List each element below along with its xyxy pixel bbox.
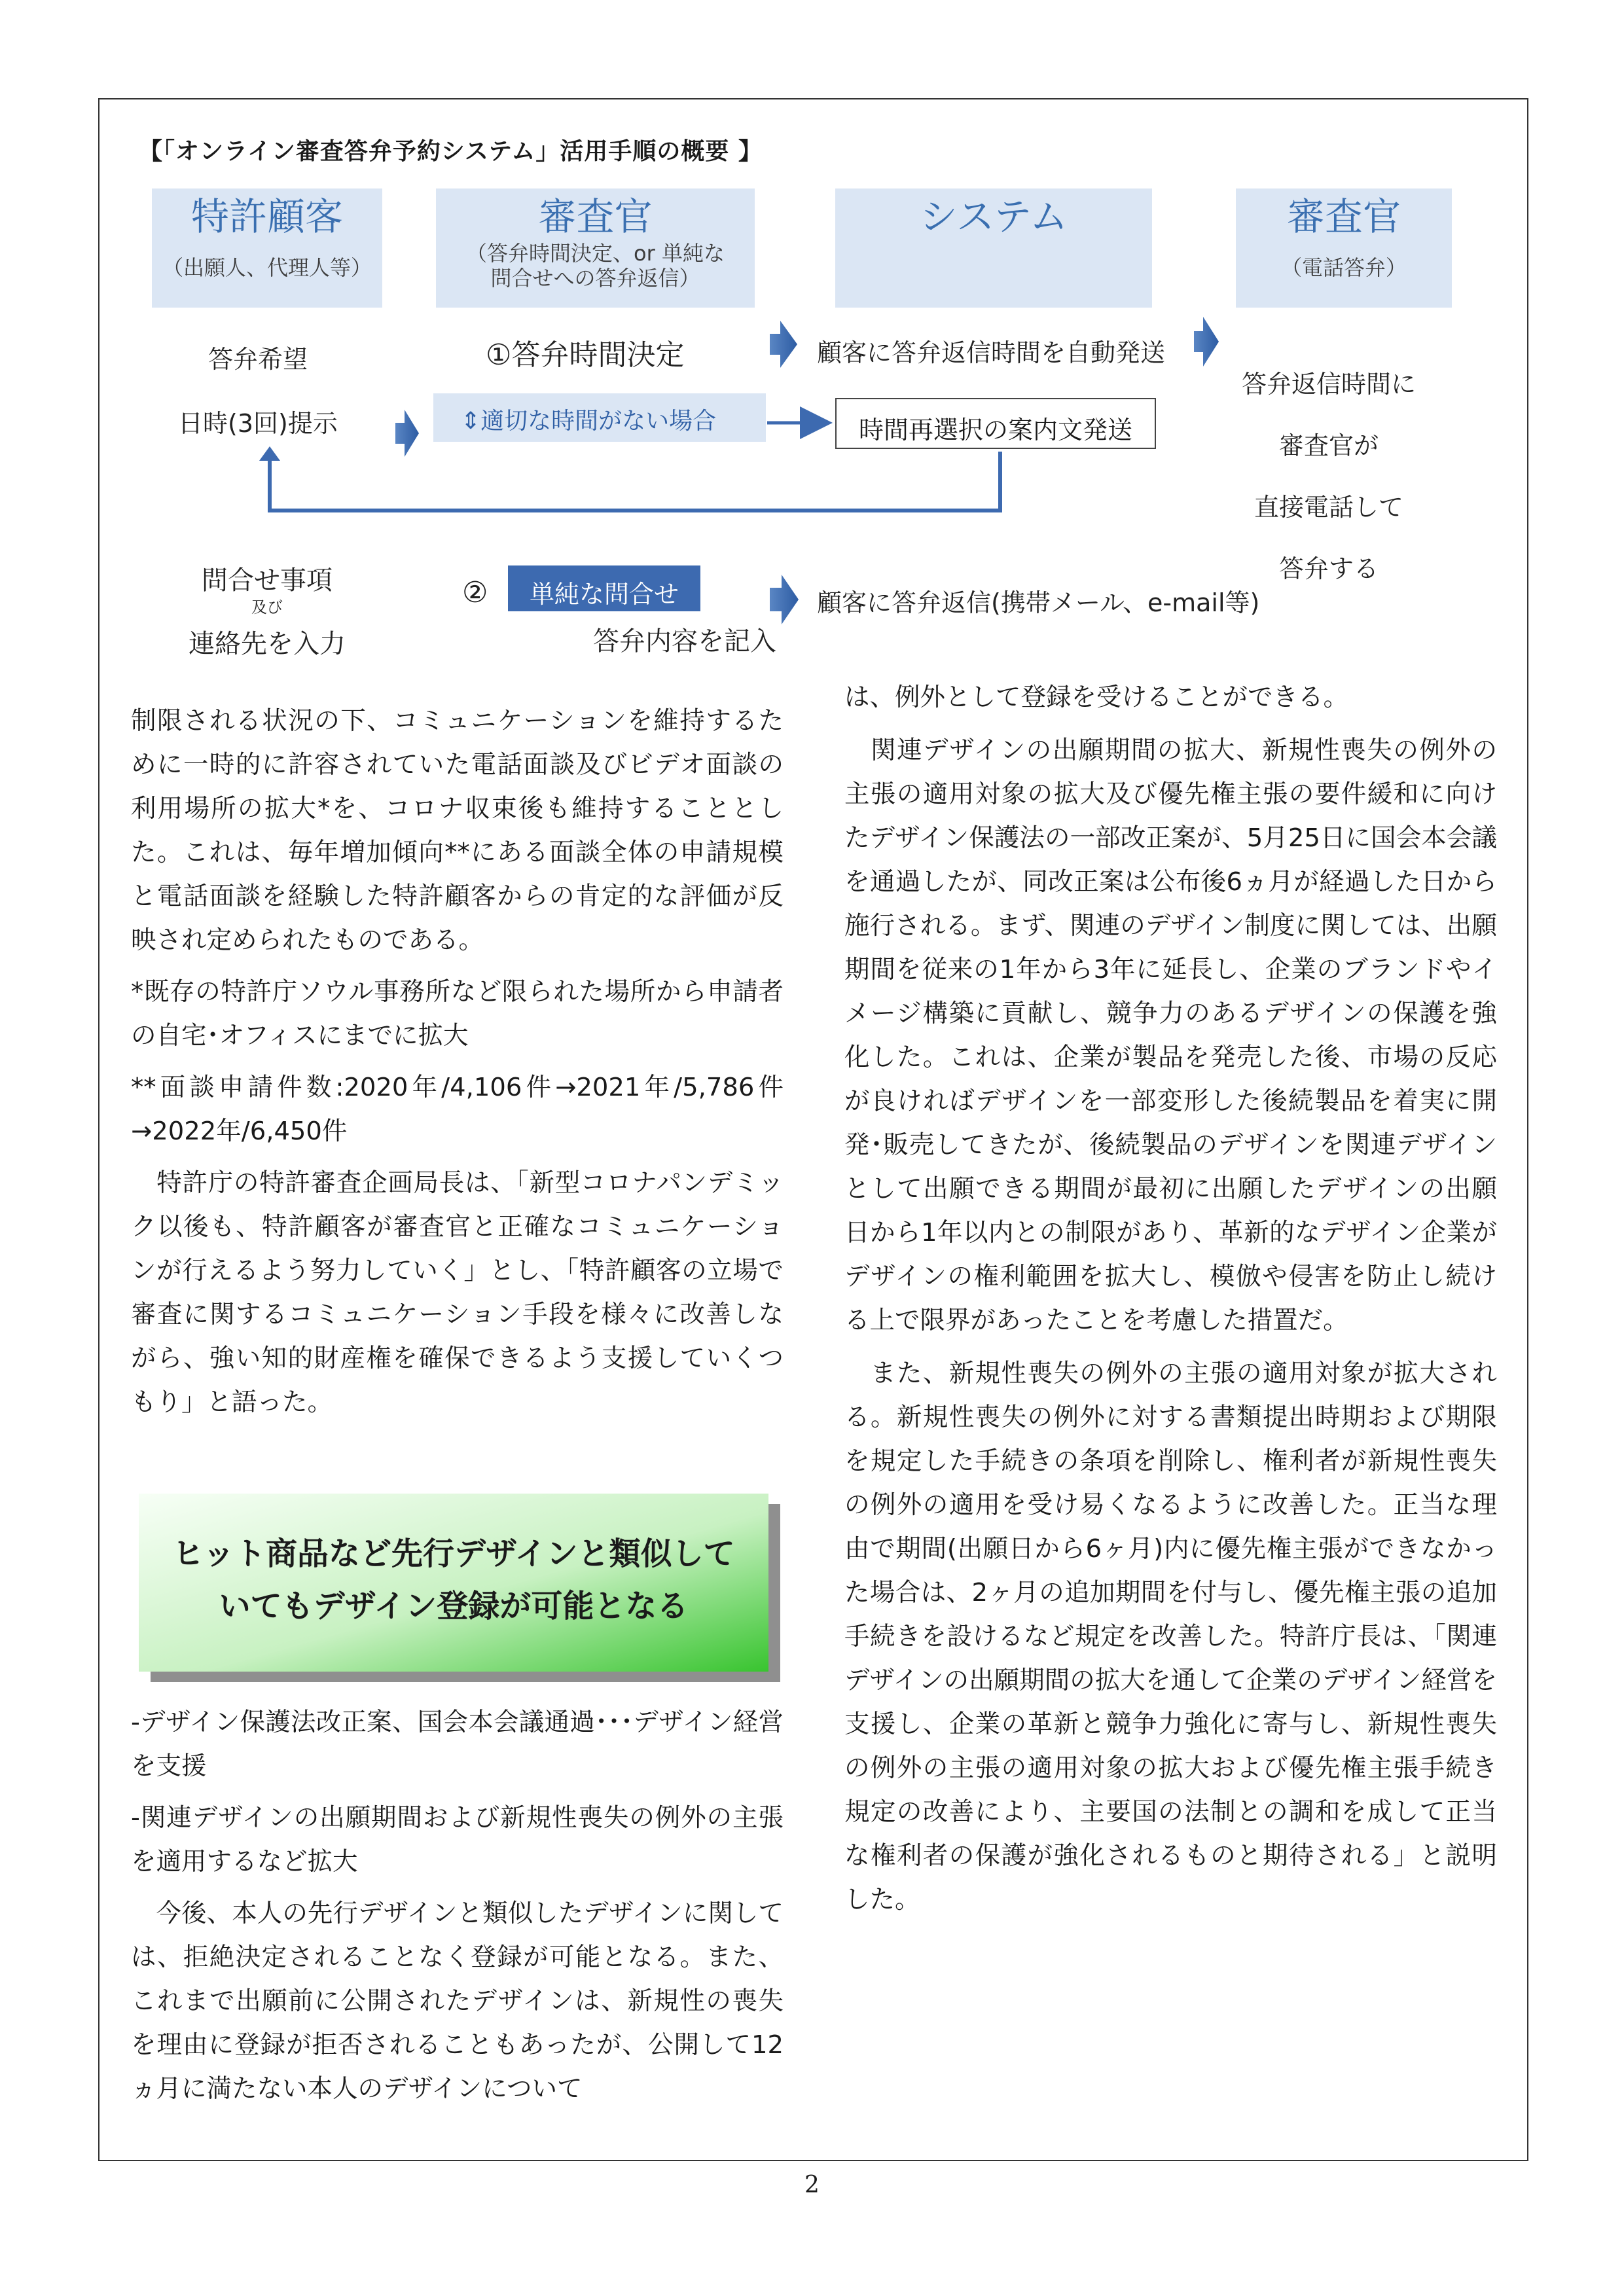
reply-send-label: 顧客に答弁返信(携帯メール、e-mail等) [817, 588, 1260, 617]
header-sub: （電話答弁） [1280, 255, 1407, 280]
left-column-lower [131, 1700, 784, 2111]
header-sub: （出願人、代理人等） [162, 255, 372, 280]
left-column [131, 699, 784, 1424]
step1-label: ①答弁時間決定 [486, 338, 685, 372]
flowchart-arrows [0, 0, 1624, 720]
header-title: 特許顧客 [190, 194, 343, 239]
examiner-action-4: 答弁する [1278, 554, 1379, 583]
subheading-1: -デザイン保護法改正案、国会本会議通過･･･デザイン経営を支援 [131, 1708, 784, 1781]
right-paragraph-1: は、例外として登録を受けることができる。 [844, 683, 1349, 712]
subheading-2: -関連デザインの出願期間および新規性喪失の例外の主張を適用するなど拡大 [131, 1803, 784, 1876]
right-paragraph-2: 関連デザインの出願期間の拡大、新規性喪失の例外の主張の適用対象の拡大及び優先権主張の要件緩和に向けたデザイン保護法の一部改正案が、5月25日に国会本会議を通過したが、同改正案は公布後6ヵ月が経過した日から施行される。まず、関連のデザイン制度に関しては、出願期間を従来の1年から3年に延長し、企業のブランドやイメージ構築に貢献し、競争力のあるデザインの保護を強化した。これは、企業が製品を発売した後、市場の反応が良ければデザインを一部変形した後続製品を着実に開発･販売してきたが、後続製品のデザインを関連デザインとして出願できる期間が最初に出願したデザインの出願日から1年以内との制限があり、革新的なデザイン企業がデザインの権利範囲を拡大し、模倣や侵害を防止し続ける上で限界があったことを考慮した措置だ。 [844, 736, 1497, 1335]
right-column [844, 675, 1497, 1922]
examiner-action-1: 答弁返信時間に [1241, 370, 1416, 399]
left-paragraph-1: 制限される状況の下、コミュニケーションを維持するために一時的に許容されていた電話面談及びビデオ面談の利用場所の拡大*を、コロナ収束後も維持することとした。これは、毎年増加傾向**にある面談全体の申請規模と電話面談を経験した特許顧客からの肯定的な評価が反映され定められたものである。 [131, 706, 784, 955]
header-sub: （答弁時間決定、or 単純な [466, 240, 725, 266]
inquiry-and: 及び [251, 598, 283, 617]
right-paragraph-3: また、新規性喪失の例外の主張の適用対象が拡大される。新規性喪失の例外に対する書類提出時期および期限を規定した手続きの条項を削除し、権利者が新規性喪失の例外の適用を受け易くなるように改善した。正当な理由で期間(出願日から6ヶ月)内に優先権主張ができなかった場合は、2ヶ月の追加期間を付与し、優先権主張の追加手続きを設けるなど規定を改善した。特許庁長は、「関連デザインの出願期間の拡大を通して企業のデザイン経営を支援し、企業の革新と競争力強化に寄与し、新規性喪失の例外の主張の適用対象の拡大および優先権主張手続き規定の改善により、主要国の法制との調和を成して正当な権利者の保護が強化されるものと期待される」と説明した。 [844, 1359, 1497, 1914]
customer-request-line2: 日時(3回)提示 [178, 409, 338, 438]
left-paragraph-2: 特許庁の特許審査企画局長は、「新型コロナパンデミック以後も、特許顧客が審査官と正確なコミュニケーションが行えるよう努力していく」とし、「特許顧客の立場で審査に関するコミュニケーション手段を様々に改善しながら、強い知的財産権を確保できるよう支援していくつもり」と語った。 [131, 1168, 784, 1417]
header-sub: 問合せへの答弁返信） [490, 266, 700, 291]
block-arrow [770, 321, 797, 368]
customer-request-line1: 答弁希望 [208, 345, 308, 374]
banner-line-2: いてもデザイン登録が可能となる [219, 1588, 689, 1624]
answer-entry-label: 答弁内容を記入 [593, 626, 776, 656]
header-title: 審査官 [1286, 194, 1401, 239]
header-title: 審査官 [538, 194, 653, 239]
block-arrow [770, 575, 799, 624]
block-arrow [395, 410, 419, 457]
banner-line-1: ヒット商品など先行デザインと類似して [172, 1535, 735, 1572]
inquiry-line2: 連絡先を入力 [189, 629, 346, 659]
examiner-action-3: 直接電話して [1254, 493, 1403, 522]
footnote-1: *既存の特許庁ソウル事務所など限られた場所から申請者の自宅･オフィスにまでに拡大 [131, 977, 784, 1050]
loop-back-line [270, 452, 1000, 511]
auto-send-label: 顧客に答弁返信時間を自動発送 [817, 338, 1166, 367]
flowchart-title: 【「オンライン審査答弁予約システム」活用手順の概要 】 [139, 138, 763, 165]
footnote-2: **面談申請件数:2020年/4,106件→2021年/5,786件→2022年/6,450件 [131, 1073, 784, 1146]
left-paragraph-3: 今後、本人の先行デザインと類似したデザインに関しては、拒絶決定されることなく登録が可能となる。また、これまで出願前に公開されたデザインは、新規性の喪失を理由に登録が拒否されることもあったが、公開して12ヵ月に満たない本人のデザインについて [131, 1899, 784, 2104]
simple-inquiry-box: 単純な問合せ [508, 565, 700, 611]
loop-back-head [259, 446, 280, 461]
examiner-action-2: 審査官が [1278, 431, 1379, 460]
block-arrow [1194, 317, 1219, 367]
header-title: システム [919, 194, 1068, 239]
step2-number: ② [462, 576, 488, 609]
page-number: 2 [804, 2172, 820, 2198]
section-banner [139, 1494, 768, 1672]
no-suitable-time-box: ⇕適切な時間がない場合 [433, 393, 766, 442]
reselect-notice-box: 時間再選択の案内文発送 [835, 398, 1156, 449]
inquiry-line1: 問合せ事項 [202, 565, 333, 596]
